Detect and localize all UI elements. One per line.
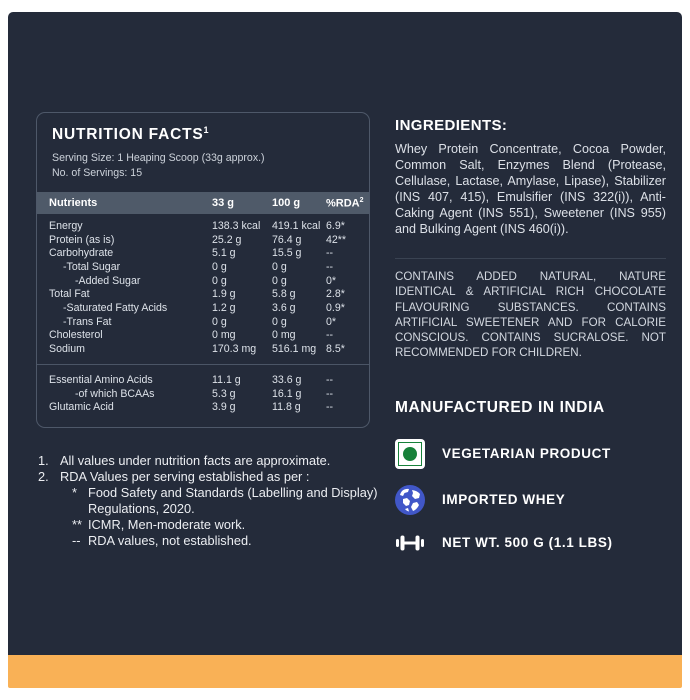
nutrient-row [49,401,359,415]
nutrient-c100: 3.6 g [272,302,296,315]
footnote-sub-line [72,517,386,533]
header-33g: 33 g [212,196,235,209]
ingredients-divider [395,258,666,259]
rda-footnote-ref: 2 [359,196,364,204]
nutrient-name: -Total Sugar [63,260,121,273]
nutrient-row [49,247,359,261]
nutrient-name: -Saturated Fatty Acids [63,302,168,315]
nutrient-c100: 76.4 g [272,233,302,246]
nutrient-name: Energy [49,219,83,232]
ingredients-heading: INGREDIENTS: [395,117,508,134]
nutrient-rda: -- [326,329,334,342]
footnote-number: 2. [38,469,49,484]
nutrient-name: Sodium [49,343,85,356]
ingredients-text: Whey Protein Concentrate, Cocoa Powder, Common Salt, Enzymes Blend (Protease, Cellulase, Lactase, Amylase, Lipase), Stabilizer (INS 407, 415), Emulsifier (INS 322(i)), Anti-Caking Agent (INS 551), Sweetener (INS 955) and Bulking Agent (INS 460(i)). [395,142,666,236]
nutrient-c100: 11.8 g [272,401,301,414]
right-column [395,117,666,552]
nutrient-c100: 0 g [272,274,287,287]
footnote-sub-text: Food Safety and Standards (Labelling and Display) Regulations, 2020. [88,485,378,516]
nutrient-name: Glutamic Acid [49,401,114,414]
nutrient-c33: 0 mg [212,329,236,342]
serving-size: Serving Size: 1 Heaping Scoop (33g approx.) [52,152,265,165]
nutrient-c100: 15.5 g [272,247,302,260]
globe-icon [395,485,425,515]
nutrient-c100: 5.8 g [272,288,296,301]
footnote-marker: -- [72,533,81,548]
nutrient-name: Cholesterol [49,329,103,342]
nutrient-rda: 42** [326,233,347,246]
nutrient-row [49,302,359,316]
nutrient-row [49,275,359,289]
vegetarian-icon [395,439,425,469]
nutrient-rda: -- [326,401,334,414]
nutrient-c33: 3.9 g [212,401,236,414]
footnote-line [38,469,386,485]
nutrient-row [49,261,359,275]
nutrient-name: Total Fat [49,288,90,301]
nutrient-name: Carbohydrate [49,247,114,260]
nutrient-c33: 0 g [212,315,227,328]
net-weight-badge-row [395,534,666,552]
nutrient-c100: 0 mg [272,329,296,342]
nutrient-c33: 11.1 g [212,373,241,386]
nutrient-rda: 0* [326,274,337,287]
nutrient-row [49,316,359,330]
nutrient-name: -Added Sugar [75,274,141,287]
nutrient-rda: -- [326,247,334,260]
nutrient-c33: 0 g [212,274,227,287]
nutrient-row [49,234,359,248]
imported-whey-label: IMPORTED WHEY [442,492,566,508]
nutrient-c100: 33.6 g [272,373,302,386]
nutrient-rda: 2.8* [326,288,345,301]
nutrient-name: Protein (as is) [49,233,115,246]
nutrient-c33: 25.2 g [212,233,242,246]
vegetarian-label: VEGETARIAN PRODUCT [442,446,611,462]
footnote-number: 1. [38,453,49,468]
footnote-marker: * [72,485,77,500]
nutrient-row [49,220,359,234]
nutrient-c100: 0 g [272,315,287,328]
nutrient-c100: 516.1 mg [272,343,317,356]
nutrient-c33: 170.3 mg [212,343,257,356]
footnote-text: RDA Values per serving established as per : [60,469,310,484]
nutrient-rda: 0.9* [326,302,345,315]
footnote-text: All values under nutrition facts are approximate. [60,453,331,468]
nutrient-c33: 1.9 g [212,288,236,301]
header-nutrients: Nutrients [49,196,98,209]
accent-strip [8,655,682,688]
nutrient-c33: 138.3 kcal [212,219,261,232]
label-panel [8,12,682,655]
nutrient-c33: 1.2 g [212,302,236,315]
footnote-line [38,453,386,469]
nutrient-row [49,374,359,388]
amino-acids-table-body [37,365,369,415]
nutrients-table-header [37,192,369,214]
nutrient-c33: 5.3 g [212,387,236,400]
nutrients-table-body [37,214,369,357]
footnote-sub-list [72,485,386,549]
title-footnote-ref: 1 [203,125,210,135]
vegetarian-badge-row [395,439,666,469]
nutrient-rda: -- [326,387,334,400]
serving-info [52,151,354,181]
nutrition-facts-title [52,125,354,144]
manufactured-heading: MANUFACTURED IN INDIA [395,398,605,416]
nutrient-name: Essential Amino Acids [49,373,153,386]
nutrient-rda: 0* [326,315,337,328]
footnote-sub-text: ICMR, Men-moderate work. [88,517,246,532]
imported-whey-badge-row [395,485,666,515]
footnote-marker: ** [72,517,82,532]
nutrient-c100: 16.1 g [272,387,302,400]
nutrient-c33: 5.1 g [212,247,236,260]
nutrient-row [49,343,359,357]
footnote-sub-line [72,485,386,517]
net-weight-label: NET WT. 500 G (1.1 LBS) [442,535,613,551]
nutrient-row [49,388,359,402]
nutrition-facts-title-text: NUTRITION FACTS [52,126,204,144]
header-rda: %RDA$^2$ [326,196,364,210]
nutrient-row [49,288,359,302]
footnote-sub-line [72,533,386,549]
nutrient-name: -of which BCAAs [75,387,155,400]
nutrient-rda: -- [326,373,334,386]
nutrient-rda: 8.5* [326,343,345,356]
nutrient-name: -Trans Fat [63,315,112,328]
nutrient-rda: 6.9* [326,219,345,232]
dumbbell-icon [395,534,425,552]
nutrient-c100: 419.1 kcal [272,219,321,232]
nutrition-facts-box [36,112,370,428]
nutrient-row [49,329,359,343]
nutrient-rda: -- [326,260,334,273]
contains-statement: CONTAINS ADDED NATURAL, NATURE IDENTICAL & ARTIFICIAL RICH CHOCOLATE FLAVOURING SUBSTANCES. CONTAINS ARTIFICIAL SWEETENER AND FOR CALORIE CONSCIOUS. CONTAINS SUCRALOSE. NOT RECOMMENDED FOR CHILDREN. [395,270,666,360]
servings-count: No. of Servings: 15 [52,167,143,180]
nutrient-c100: 0 g [272,260,287,273]
header-100g: 100 g [272,196,301,209]
footnote-sub-text: RDA values, not established. [88,533,252,548]
footnotes [38,453,386,549]
nutrient-c33: 0 g [212,260,227,273]
